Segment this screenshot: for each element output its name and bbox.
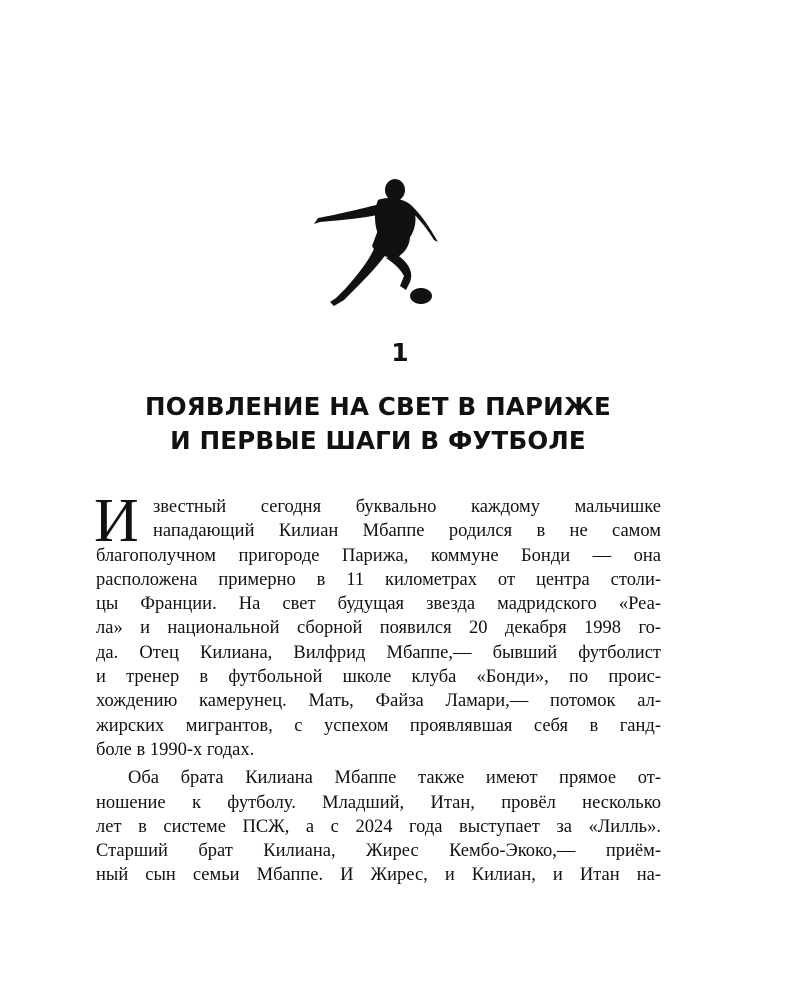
text-line: расположена примерно в 11 километрах от центра столи- [96, 569, 661, 590]
text-line: Старший брат Килиана, Жирес Кембо-Экоко,— приём- [96, 841, 661, 862]
text-line: хождению камерунец. Мать, Файза Ламари,— потомок ал- [96, 691, 661, 712]
body-text [94, 487, 661, 888]
football-player-silhouette-icon [300, 170, 450, 315]
paragraph [96, 766, 661, 887]
paragraph [94, 487, 661, 762]
text-line: и тренер в футбольной школе клуба «Бонди», по проис- [96, 667, 661, 688]
text-line: звестный сегодня буквально каждому мальчишке [153, 497, 661, 517]
text-line: да. Отец Килиана, Вилфрид Мбаппе,— бывший футболист [96, 642, 661, 663]
text-line: цы Франции. На свет будущая звезда мадридского «Реа- [96, 594, 661, 615]
chapter-number: 1 [391, 338, 409, 367]
text-line: ношение к футболу. Младший, Итан, провёл несколько [96, 792, 661, 813]
text-line: ла» и национальной сборной появился 20 декабря 1998 го- [96, 618, 661, 639]
text-line: благополучном пригороде Парижа, коммуне Бонди — она [96, 545, 661, 566]
chapter-title-line: ПОЯВЛЕНИЕ НА СВЕТ В ПАРИЖЕ [145, 392, 611, 421]
text-line: ный сын семьи Мбаппе. И Жирес, и Килиан, и Итан на- [96, 865, 661, 886]
drop-cap: И [94, 487, 139, 555]
text-line: жирских мигрантов, с успехом проявлявшая себя в ганд- [96, 715, 661, 736]
text-line: лет в системе ПСЖ, а с 2024 года выступает за «Лилль». [96, 816, 661, 837]
text-line: боле в 1990-х годах. [96, 739, 255, 760]
text-line: Оба брата Килиана Мбаппе также имеют прямое от- [128, 768, 661, 789]
chapter-title-line: И ПЕРВЫЕ ШАГИ В ФУТБОЛЕ [170, 426, 586, 455]
chapter-title [0, 390, 756, 458]
text-line: нападающий Килиан Мбаппе родился в не самом [153, 521, 661, 542]
